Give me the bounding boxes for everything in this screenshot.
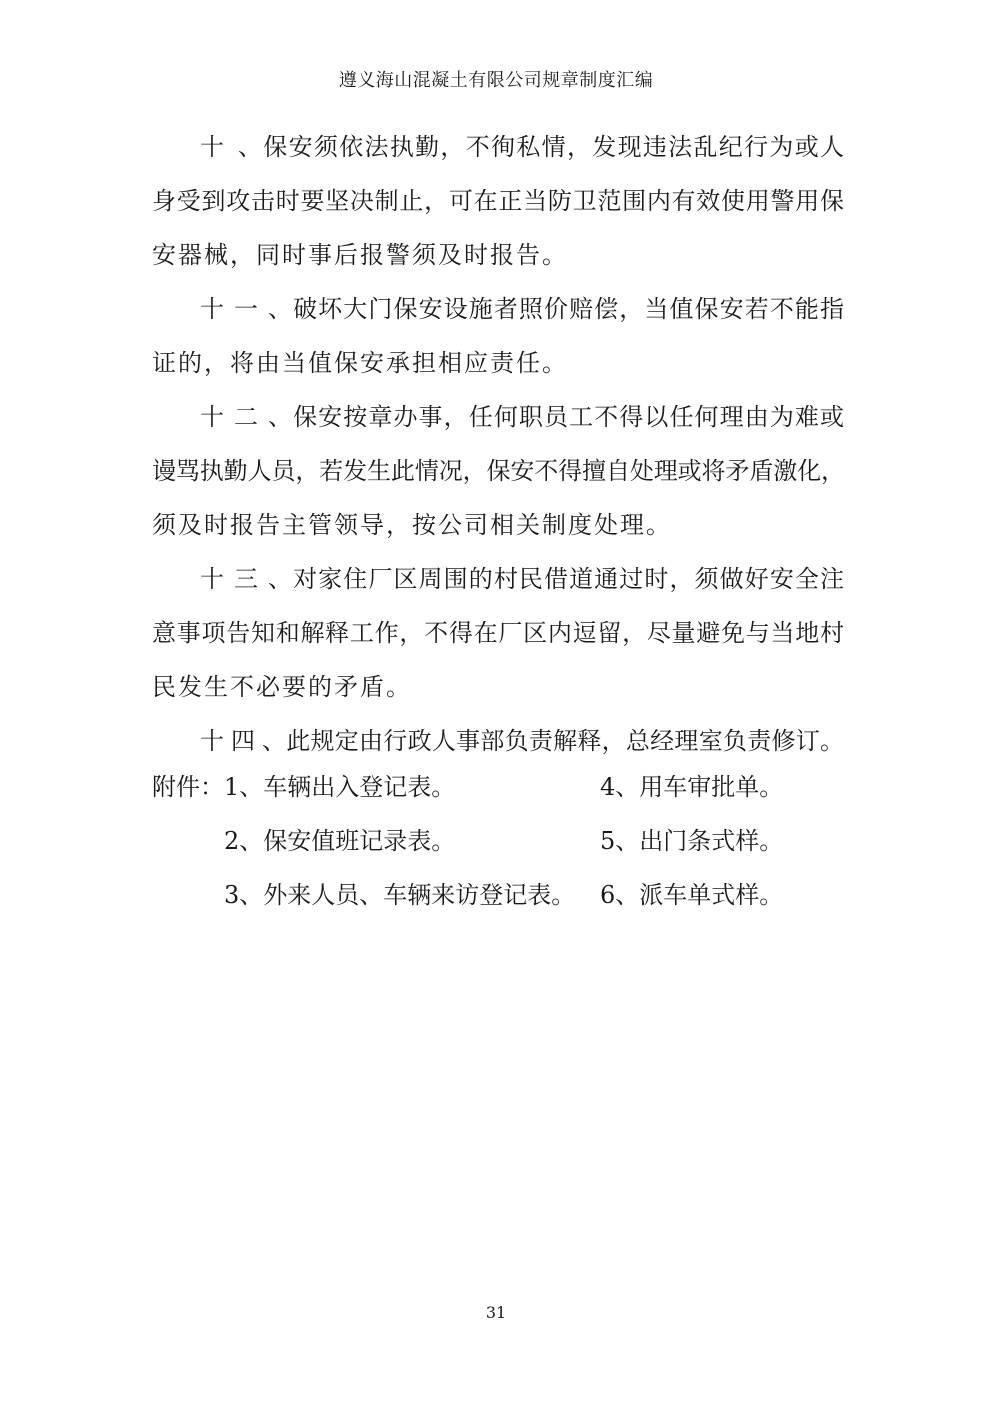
article-12-line-1: [152, 394, 844, 448]
article-11-number: 十一、: [200, 295, 292, 323]
article-12-line-3: 须及时报告主管领导，按公司相关制度处理。: [152, 511, 672, 539]
article-13-text-1: 对家住厂区周围的村民借道通过时，须做好安全注: [292, 565, 844, 593]
page-header-title: 遵义海山混凝土有限公司规章制度汇编: [338, 70, 654, 91]
attachment-item-2: 2、保安值班记录表。: [224, 827, 456, 855]
article-13-line-2: 意事项告知和解释工作，不得在厂区内逗留，尽量避免与当地村: [152, 619, 844, 647]
document-body: [152, 124, 844, 926]
article-12-number: 十二、: [200, 403, 292, 431]
article-11-line-1: [152, 286, 844, 340]
article-13-line-1: [152, 556, 844, 610]
article-10-number: 十、: [200, 133, 262, 161]
article-10-line-2: 身受到攻击时要坚决制止，可在正当防卫范围内有效使用警用保: [152, 187, 844, 215]
article-14-number: 十四、: [200, 727, 286, 755]
attachment-item-6: 6、派车单式样。: [600, 881, 784, 909]
article-13-number: 十三、: [200, 565, 292, 593]
attachment-item-5: 5、出门条式样。: [600, 827, 784, 855]
attachments-row-2: [152, 818, 844, 872]
article-10-line-1: [152, 124, 844, 178]
attachment-item-1: 1、车辆出入登记表。: [224, 773, 456, 801]
attachment-item-3: 3、外来人员、车辆来访登记表。: [224, 881, 576, 909]
attachments-label: 附件：: [152, 773, 224, 801]
attachment-item-4: 4、用车审批单。: [600, 773, 784, 801]
article-12-text-1: 保安按章办事，任何职员工不得以任何理由为难或: [292, 403, 844, 431]
article-11-text-1: 破坏大门保安设施者照价赔偿，当值保安若不能指: [292, 295, 844, 323]
attachments-row-3: [152, 872, 844, 926]
article-13-line-3: 民发生不必要的矛盾。: [152, 673, 412, 701]
article-14-line-1: [152, 718, 844, 764]
article-10-line-3: 安器械，同时事后报警须及时报告。: [152, 241, 568, 269]
article-11-line-2: 证的，将由当值保安承担相应责任。: [152, 349, 568, 377]
page-number: 31: [485, 1303, 507, 1322]
article-14-text-1: 此规定由行政人事部负责解释，总经理室负责修订。: [286, 727, 844, 755]
article-10-text-1: 保安须依法执勤，不徇私情，发现违法乱纪行为或人: [262, 133, 844, 161]
article-12-line-2: 谩骂执勤人员，若发生此情况，保安不得擅自处理或将矛盾激化，: [152, 457, 844, 485]
attachments-row-1: [152, 764, 844, 818]
